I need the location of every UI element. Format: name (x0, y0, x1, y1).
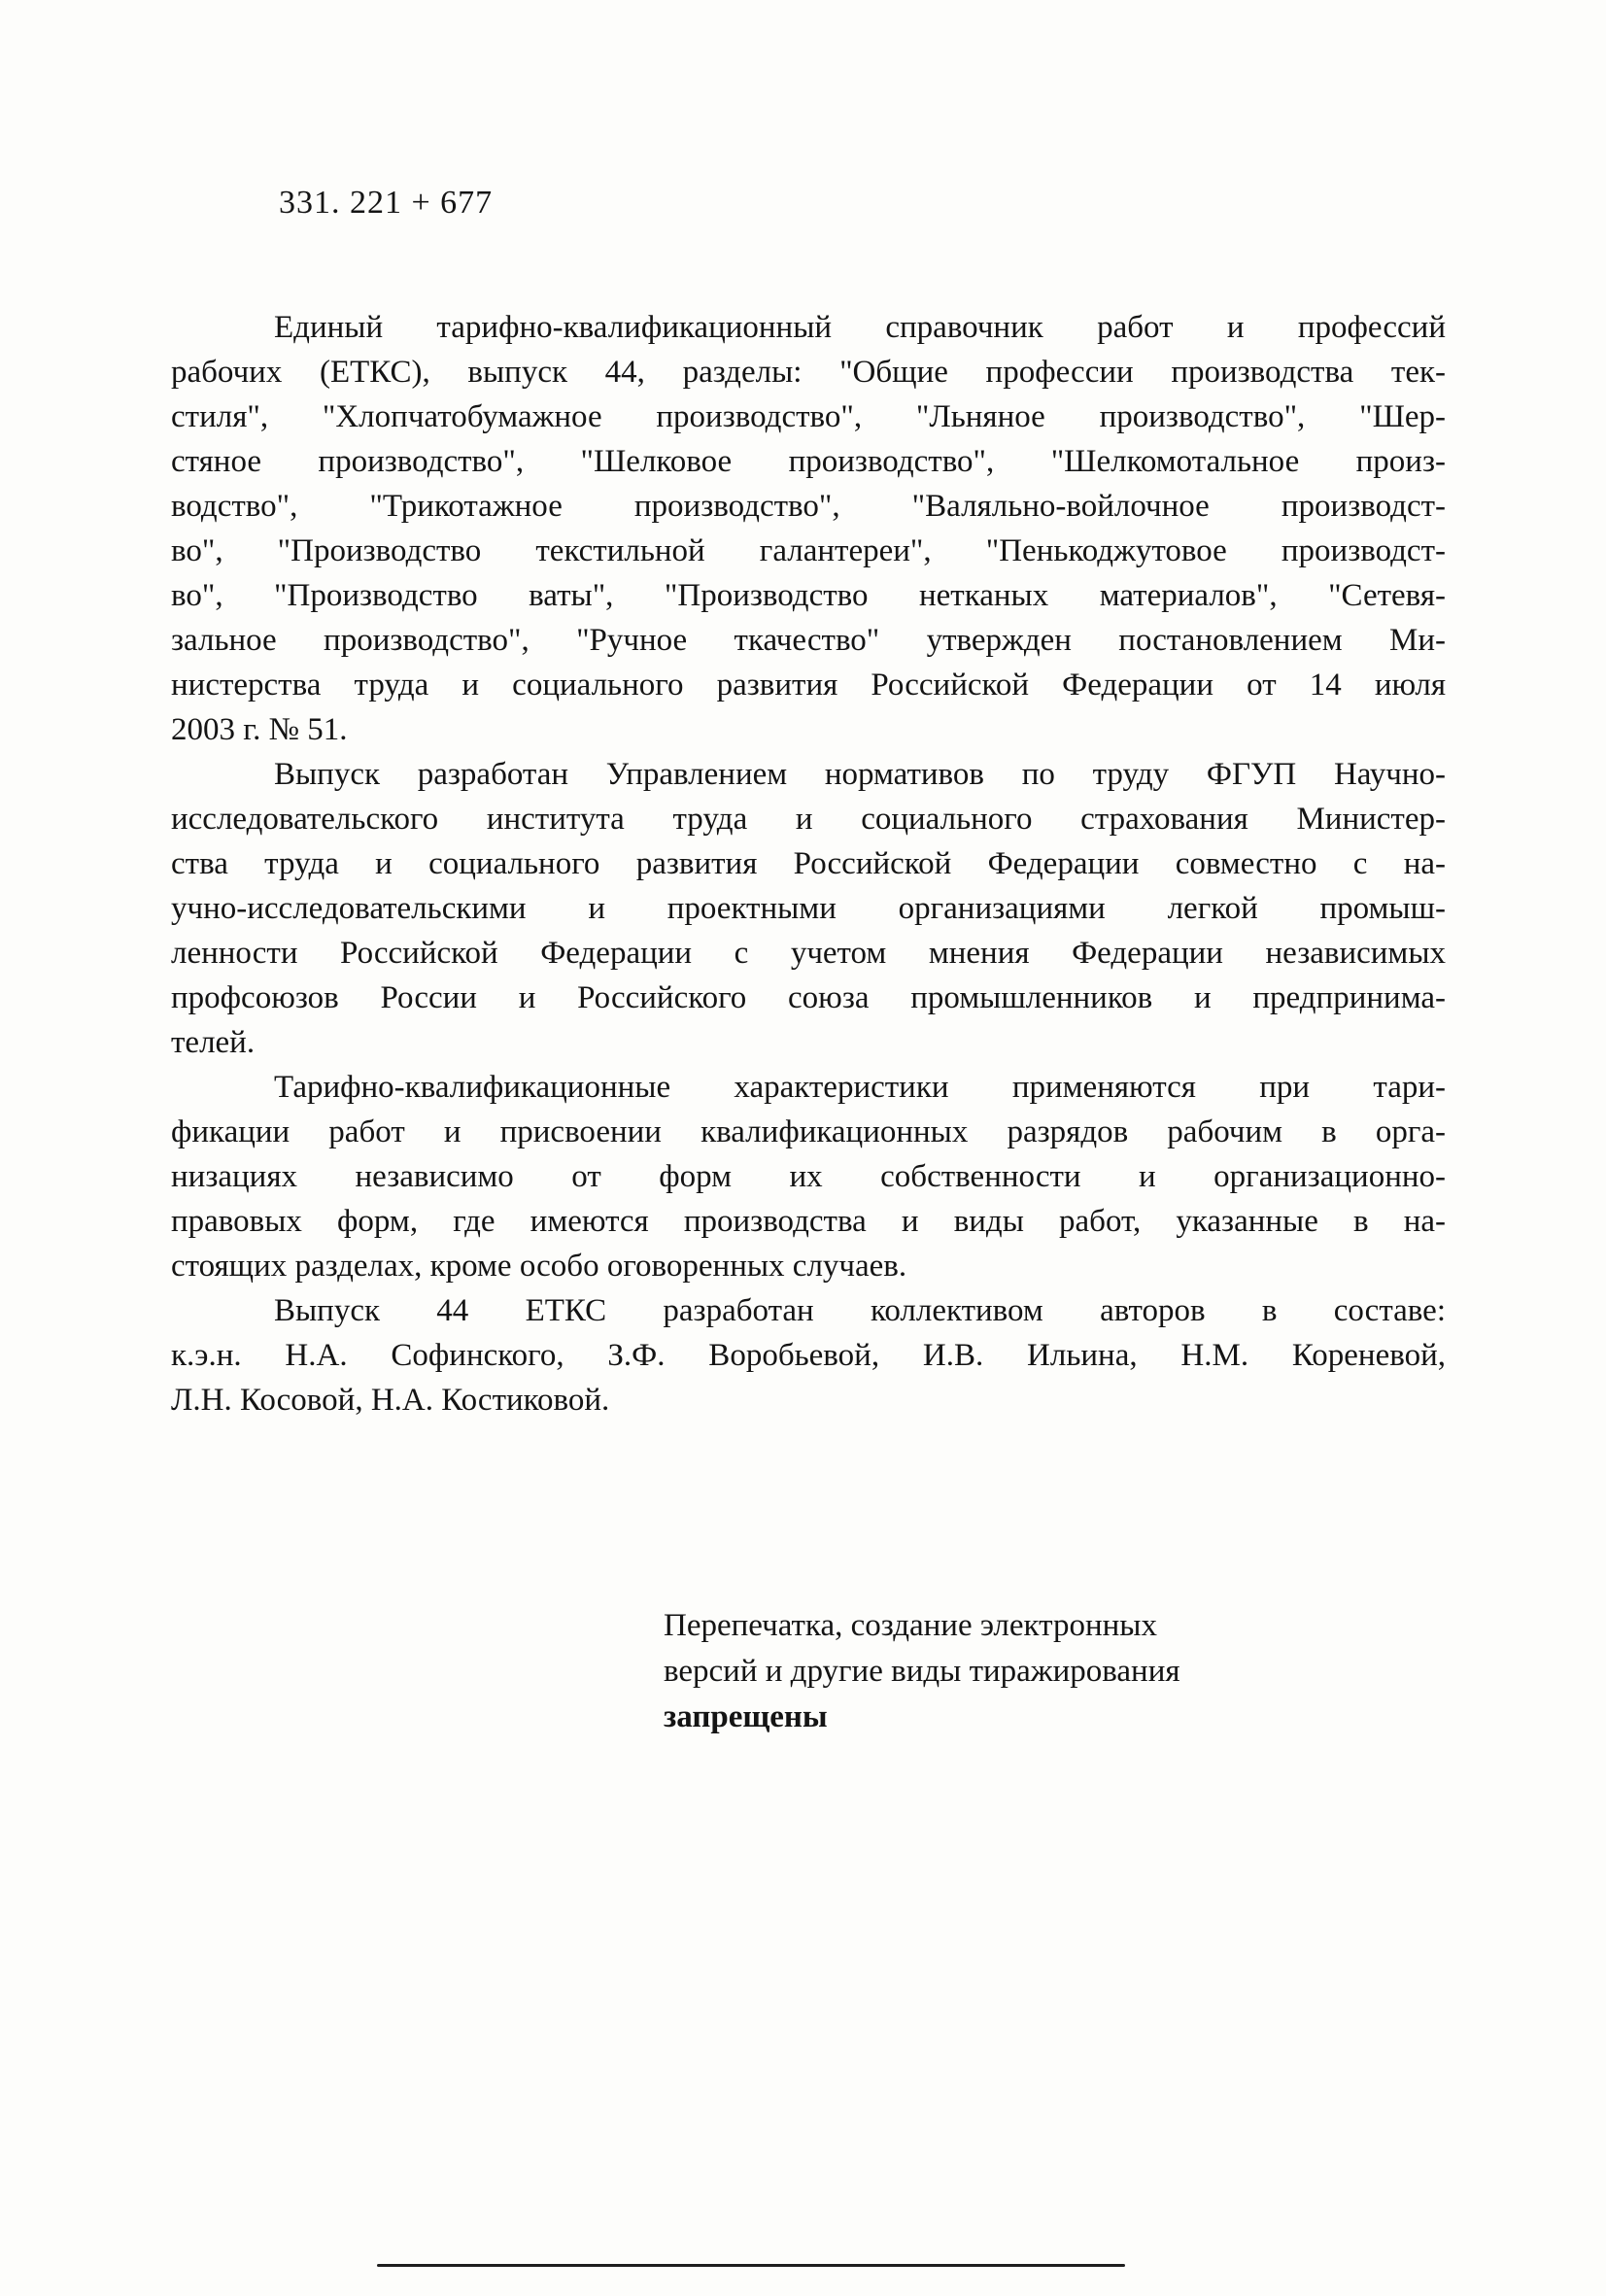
text-line: телей. (171, 1025, 256, 1060)
text-line: нистерства труда и социального развития Российской Федерации от 14 июля (171, 668, 1446, 703)
text-line: исследовательского института труда и социального страхования Министер- (171, 802, 1446, 837)
scan-artifact-line (377, 2264, 1125, 2267)
copyright-notice (664, 1603, 1305, 1740)
text-line: стоящих разделах, кроме особо оговоренных случаев. (171, 1249, 907, 1284)
paragraph-title-approval (171, 305, 1446, 752)
text-line: фикации работ и присвоении квалификационных разрядов рабочим в орга- (171, 1114, 1446, 1149)
text-line: Единый тарифно-квалификационный справочник работ и профессий (274, 310, 1446, 345)
text-line: Выпуск разработан Управлением нормативов по труду ФГУП Научно- (274, 757, 1446, 792)
text-line: во", "Производство текстильной галантереи", "Пенькоджутовое производст- (171, 533, 1446, 568)
main-text-block (171, 305, 1446, 1422)
paragraph-developed-by (171, 752, 1446, 1065)
text-line: учно-исследовательскими и проектными организациями легкой промыш- (171, 891, 1446, 926)
text-line: к.э.н. Н.А. Софинского, З.Ф. Воробьевой, И.В. Ильина, Н.М. Кореневой, (171, 1338, 1446, 1373)
text-line: Тарифно-квалификационные характеристики применяются при тари- (274, 1070, 1446, 1105)
udc-classification-number: 331. 221 + 677 (279, 185, 494, 221)
text-line: ства труда и социального развития Российской Федерации совместно с на- (171, 846, 1446, 881)
text-line: низациях независимо от форм их собственности и организационно- (171, 1159, 1446, 1194)
text-line: водство", "Трикотажное производство", "Валяльно-войлочное производст- (171, 489, 1446, 524)
text-line: рабочих (ЕТКС), выпуск 44, разделы: "Общие профессии производства тек- (171, 355, 1446, 390)
notice-line: версий и другие виды тиражирования (664, 1654, 1180, 1689)
text-line: Выпуск 44 ЕТКС разработан коллективом авторов в составе: (274, 1293, 1446, 1328)
paragraph-authors (171, 1288, 1446, 1422)
text-line: профсоюзов России и Российского союза промышленников и предпринима- (171, 980, 1446, 1015)
text-line: правовых форм, где имеются производства и виды работ, указанные в на- (171, 1204, 1446, 1239)
text-line: ленности Российской Федерации с учетом мнения Федерации независимых (171, 936, 1446, 971)
text-line: во", "Производство ваты", "Производство нетканых материалов", "Сетевя- (171, 578, 1446, 613)
text-line: стиля", "Хлопчатобумажное производство", "Льняное производство", "Шер- (171, 399, 1446, 434)
paragraph-application (171, 1065, 1446, 1288)
notice-line: Перепечатка, создание электронных (664, 1608, 1157, 1643)
text-line: Л.Н. Косовой, Н.А. Костиковой. (171, 1383, 610, 1418)
text-line: 2003 г. № 51. (171, 712, 348, 747)
text-line: стяное производство", "Шелковое производство", "Шелкомотальное произ- (171, 444, 1446, 479)
notice-emphasis: запрещены (664, 1699, 828, 1734)
text-line: зальное производство", "Ручное ткачество" утвержден постановлением Ми- (171, 623, 1446, 658)
